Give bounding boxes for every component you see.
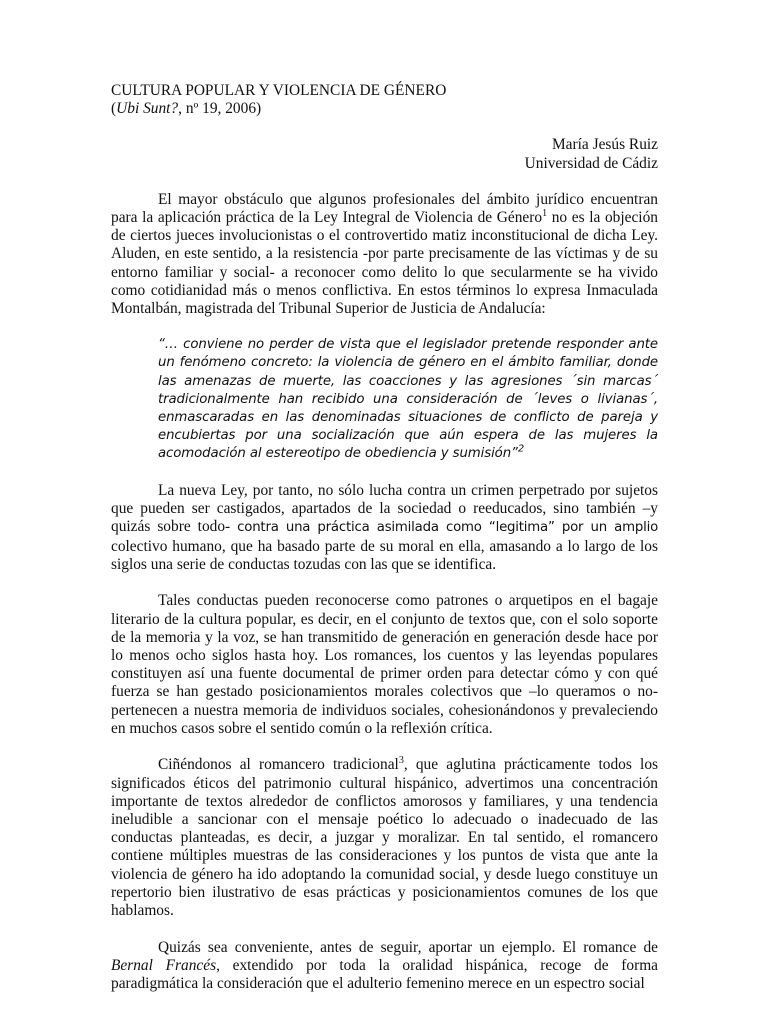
paragraph-2-text-a: La nueva Ley, por tanto, no sólo lucha contra un crimen perpetrado por sujetos que pueden ser castigados, apartados de la sociedad o reeducados, sino también –y quizás sobre todo- — [111, 482, 658, 536]
romance-title: Bernal Francés — [111, 956, 217, 974]
footnote-marker-1: 1 — [542, 207, 548, 219]
block-quote-text: “… conviene no perder de vista que el legislador pretende responder ante un fenómeno concreto: la violencia de género en el ámbito familiar, donde las amenazas de muerte, las coacciones y las agresiones ´sin marcas´ tradicionalmente han recibido una consideración de ´leves o livianas´, enmascaradas en las denominadas situaciones de conflicto de pareja y encubiertas por una socialización que aún espera de las mujeres la acomodación al estereotipo de obediencia y sumisión” — [158, 337, 658, 462]
paragraph-2-text-b: colectivo humano, que ha basado parte de su moral en ella, amasando a lo largo de los siglos una serie de conductas tozudas con las que se identifica. — [111, 537, 658, 573]
journal-name: Ubi Sunt? — [116, 100, 179, 118]
document-title: CULTURA POPULAR Y VIOLENCIA DE GÉNERO — [111, 82, 447, 99]
paragraph-1 — [111, 191, 658, 318]
footnote-marker-3: 3 — [398, 755, 404, 767]
paragraph-4 — [111, 756, 658, 920]
footnote-marker-2: 2 — [517, 444, 525, 456]
author-block — [111, 136, 658, 172]
paragraph-2 — [111, 482, 658, 574]
paragraph-2-sans-fragment: contra una práctica asimilada como “legitima” por un amplio — [237, 520, 658, 536]
issue-info: , nº 19, 2006) — [178, 100, 262, 118]
document-page — [111, 82, 658, 993]
paragraph-4-text-a: Ciñéndonos al romancero tradicional — [158, 756, 399, 774]
publication-reference — [111, 100, 658, 118]
author-name: María Jesús Ruiz — [551, 136, 658, 154]
paragraph-1-text-a: El mayor obstáculo que algunos profesionales del ámbito jurídico encuentran para la aplicación práctica de la Ley Integral de Violencia de Género — [111, 190, 658, 227]
author-affiliation: Universidad de Cádiz — [524, 154, 658, 172]
paragraph-1-text-b: no es la objeción de ciertos jueces involucionistas o el controvertido matiz inconstitucional de dicha Ley. Aluden, en este sentido, a la resistencia -por parte precisamente de las víctimas y de su entorno familiar y social- a reconocer como delito lo que secularmente se ha vivido como cotidianidad más o menos conflictiva. En estos términos lo expresa Inmaculada Montalbán, magistrada del Tribunal Superior de Justicia de Andalucía: — [111, 209, 658, 318]
block-quote — [158, 336, 658, 463]
paragraph-5-text-b: , extendido por toda la oralidad hispánica, recoge de forma paradigmática la consideración que el adulterio femenino merece en un espectro social — [111, 956, 659, 993]
subtitle-open: ( — [111, 100, 117, 118]
paragraph-3: Tales conductas pueden reconocerse como patrones o arquetipos en el bagaje literario de la cultura popular, es decir, en el conjunto de textos que, con el solo soporte de la memoria y la voz, se han transmitido de generación en generación desde hace por lo menos ocho siglos hasta hoy. Los romances, los cuentos y las leyendas populares constituyen así una fuente documental de primer orden para detectar cómo y con qué fuerza se han gestado posicionamientos morales colectivos que –lo queramos o no-pertenecen a nuestra memoria de individuos sociales, cohesionándonos y prevaleciendo en muchos casos sobre el sentido común o la reflexión crítica. — [111, 592, 658, 737]
paragraph-5 — [111, 939, 658, 994]
paragraph-4-text-b: , que aglutina prácticamente todos los significados éticos del patrimonio cultural hispánico, advertimos una concentración importante de textos alrededor de conflictos amorosos y familiares, y una tendencia ineludible a sancionar con el mensaje poético lo adecuado o inadecuado de las conductas planteadas, es decir, a juzgar y moralizar. En tal sentido, el romancero contiene múltiples muestras de las consideraciones y los puntos de vista que ante la violencia de género ha ido adoptando la comunidad social, y desde luego constituye un repertorio bien ilustrativo de esas prácticas y posicionamientos comunes de los que hablamos. — [111, 756, 658, 920]
paragraph-5-text-a: Quizás sea conveniente, antes de seguir, aportar un ejemplo. El romance de — [158, 938, 658, 956]
